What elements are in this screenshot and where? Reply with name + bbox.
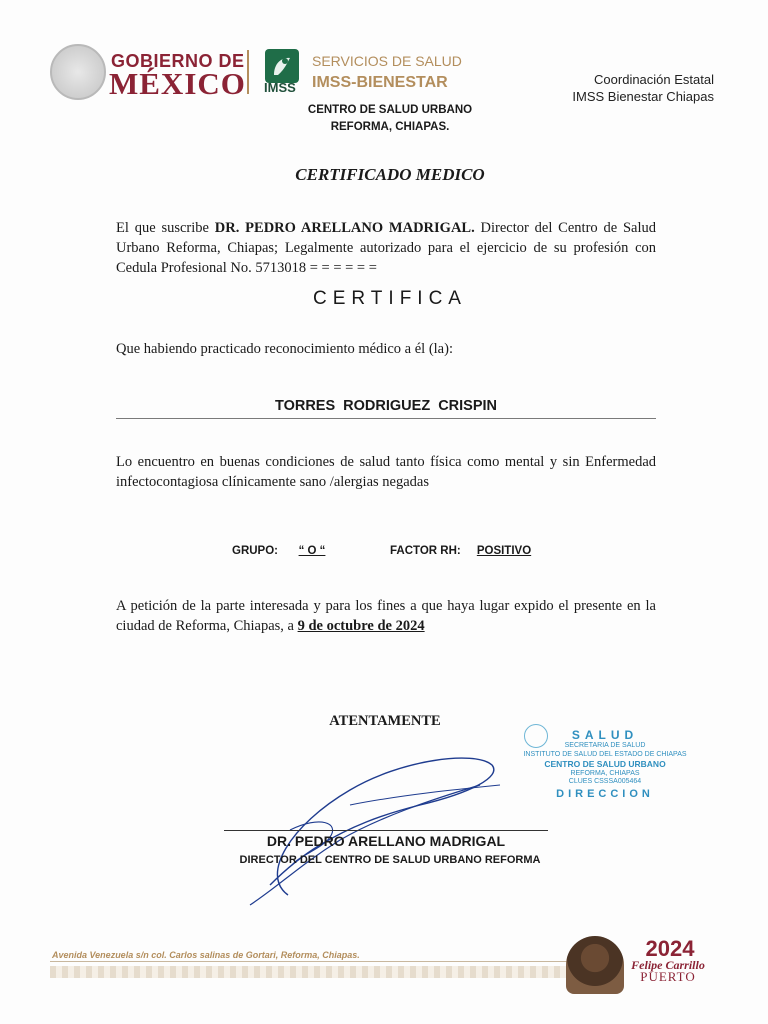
mexico-coat-of-arms-seal [50, 44, 106, 100]
footer-puerto: PUERTO [640, 969, 696, 984]
footer-year: 2024 [645, 936, 695, 961]
stamp-line-reforma: REFORMA, CHIAPAS [570, 770, 640, 777]
stamp-line-centro: CENTRO DE SALUD URBANO [544, 759, 666, 769]
stamp-line-salud: SALUD [571, 728, 639, 742]
imss-logo-icon [265, 49, 299, 83]
atentamente: ATENTAMENTE [329, 713, 441, 729]
footer-ornament-band [50, 966, 590, 978]
document-title: CERTIFICADO MEDICO [295, 165, 485, 184]
gobierno-line2: MÉXICO [109, 66, 246, 101]
request-text: A petición de la parte interesada y para los fines a que haya lugar expido el presente en la ciudad de Reforma, Chiapas, a [116, 598, 656, 634]
felipe-carrillo-portrait [566, 936, 624, 994]
factor-rh-label: FACTOR RH: [390, 545, 461, 557]
stamp-line-secretaria: SECRETARIA DE SALUD [564, 742, 646, 749]
condition-paragraph: Lo encuentro en buenas condiciones de salud tanto física como mental y sin Enfermedad infectocontagiosa clínicamente sano /alergias negadas [116, 454, 656, 490]
footer-rule [50, 961, 580, 962]
stamp-line-instituto: INSTITUTO DE SALUD DEL ESTADO DE CHIAPAS [523, 751, 687, 758]
signer-role: DIRECTOR DEL CENTRO DE SALUD URBANO REFORMA [239, 854, 541, 866]
intro-paragraph [116, 218, 656, 278]
stamp-line-direccion: DIRECCION [556, 788, 654, 800]
centro-line2: REFORMA, CHIAPAS. [330, 121, 450, 133]
imss-bienestar: IMSS-BIENESTAR [312, 74, 448, 91]
servicios-de-salud: SERVICIOS DE SALUD [312, 53, 462, 69]
patient-name: TORRES RODRIGUEZ CRISPIN [274, 398, 498, 414]
patient-name-underline [116, 418, 656, 419]
factor-rh-value: POSITIVO [476, 545, 532, 557]
request-paragraph [116, 596, 656, 636]
issue-date: 9 de octubre de 2024 [297, 618, 425, 634]
grupo-label: GRUPO: [232, 545, 278, 557]
header-divider [247, 50, 249, 94]
intro-text-1: El que suscribe [116, 220, 215, 236]
grupo-value: “ O “ [298, 545, 326, 557]
stamp-line-clues: CLUES CSSSA005464 [568, 778, 642, 785]
examined-text: Que habiendo practicado reconocimiento médico a él (la): [116, 341, 453, 357]
signature-line [224, 830, 548, 831]
imss-logo-label: IMSS [264, 80, 296, 95]
footer-address: Avenida Venezuela s/n col. Carlos salinas de Gortari, Reforma, Chiapas. [52, 950, 360, 960]
doctor-name-inline: DR. PEDRO ARELLANO MADRIGAL. [214, 220, 475, 236]
centro-line1: CENTRO DE SALUD URBANO [307, 104, 473, 116]
intro-text-2: Director del Centro de Salud Urbano Reforma, Chiapas; Legalmente autorizado para el ejercicio de su profesión con Cedula Profesional No. 5713018 = = = = = = [116, 220, 656, 276]
signer-name: DR. PEDRO ARELLANO MADRIGAL [266, 833, 506, 849]
gobierno-line1: GOBIERNO DE [111, 51, 245, 71]
footer-felipe: Felipe Carrillo [631, 958, 705, 972]
coordinacion-line1: Coordinación Estatal [594, 72, 714, 87]
coordinacion-line2: IMSS Bienestar Chiapas [572, 89, 714, 104]
certifica-heading: CERTIFICA [313, 288, 467, 309]
